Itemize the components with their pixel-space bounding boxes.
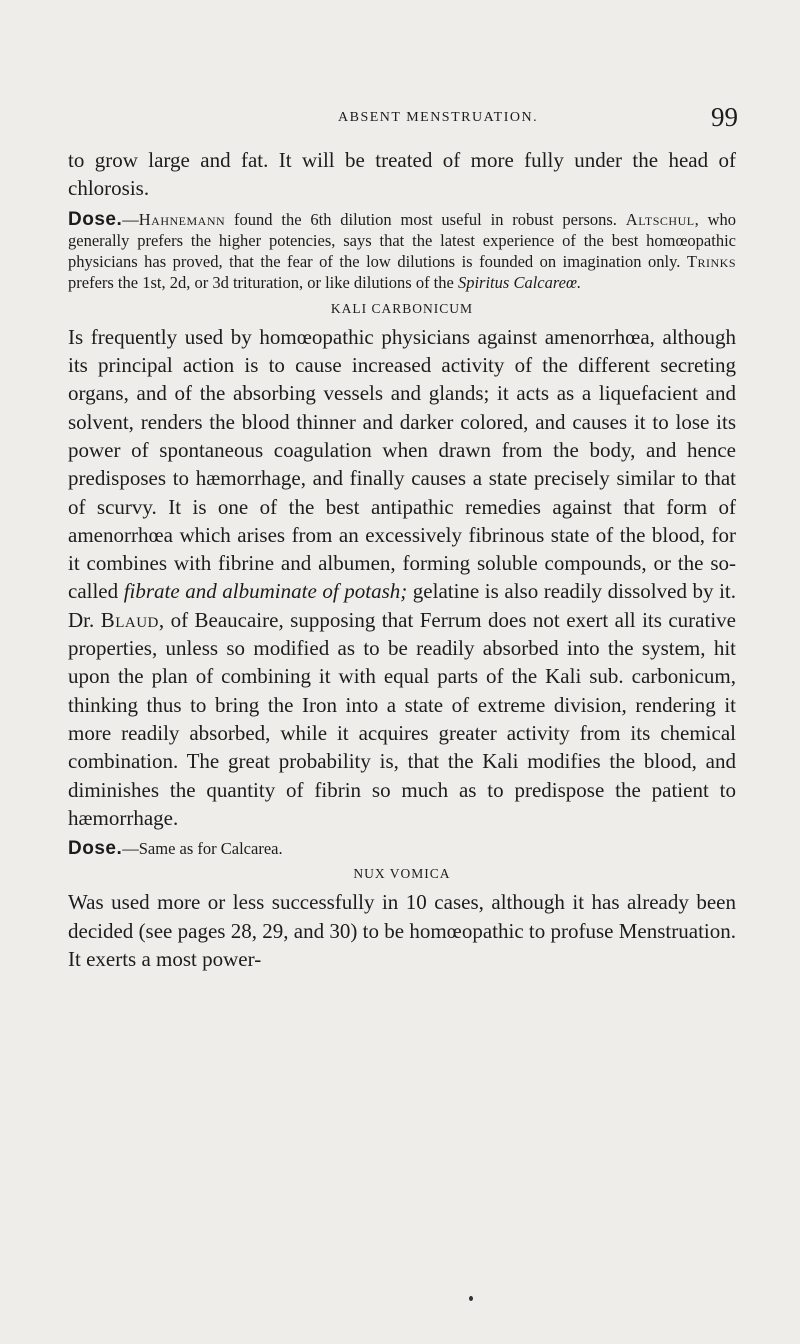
dose-label: Dose.	[68, 838, 123, 860]
section-heading-nux: NUX VOMICA	[353, 866, 451, 882]
author-name: Altschul	[625, 209, 695, 229]
ink-speck	[469, 1296, 473, 1301]
running-head	[68, 102, 738, 134]
paragraph-nux-vomica: Was used more or less successfully in 10 cases, although it has already been decided (see pages 28, 29, and 30) to be homœopathic to profuse Menstruation. It exerts a most power-	[68, 890, 736, 972]
body-text	[68, 146, 736, 973]
paragraph-chlorosis: to grow large and fat. It will be treated of more fully under the head of chlorosis.	[68, 148, 736, 201]
running-title: ABSENT MENSTRUATION.	[338, 110, 539, 125]
author-name: Trinks	[686, 252, 736, 272]
dose-label: Dose.	[68, 208, 123, 230]
paragraph-dose-calcarea: Dose.—Hahnemann found the 6th dilution most useful in robust persons. Altschul, who generally prefers the higher potencies, says that the latest experience of the best homœopathic physicians has proved, that the fear of the low dilutions is founded on imagination only. Trinks prefers the 1st, 2d, or 3d trituration, or like dilutions of the Spiritus Calcareœ.	[68, 208, 736, 293]
paragraph-kali-carbonicum: Is frequently used by homœopathic physicians against amenorrhœa, although its principal action is to cause increased activity of the different secreting organs, and of the absorbing vessels and glands; it acts as a liquefacient and solvent, renders the blood thinner and darker colored, and causes it to lose its power of spontaneous coagulation when drawn from the body, and hence predisposes to hæmorrhage, and finally causes a state precisely similar to that of scurvy. It is one of the best antipathic remedies against that form of amenorrhœa which arises from an excessively fibrinous state of the blood, for it combines with fibrine and albumen, forming soluble compounds, or the so-called fibrate and albuminate of potash; gelatine is also readily dissolved by it. Dr. Blaud, of Beaucaire, supposing that Ferrum does not exert all its curative properties, unless so modified as to be readily absorbed into the system, hit upon the plan of combining it with equal parts of the Kali sub. carbonicum, thinking thus to bring the Iron into a state of extreme division, rendering it more readily absorbed, while it acquires greater activity from its chemical combination. The great probability is, that the Kali modifies the blood, and diminishes the quantity of fibrin so much as to predispose the patient to hæmorrhage.	[68, 324, 736, 830]
page-number: 99	[711, 102, 738, 132]
remedy-name: Spiritus Calcareœ.	[457, 273, 582, 293]
italic-term: fibrate and albuminate of potash;	[123, 579, 408, 604]
section-heading-kali: KALI CARBONICUM	[330, 300, 474, 316]
author-name: Hahnemann	[138, 209, 226, 229]
paragraph-dose-kali: Dose.—Same as for Calcarea.	[68, 838, 283, 860]
author-name: Blaud	[100, 607, 159, 632]
